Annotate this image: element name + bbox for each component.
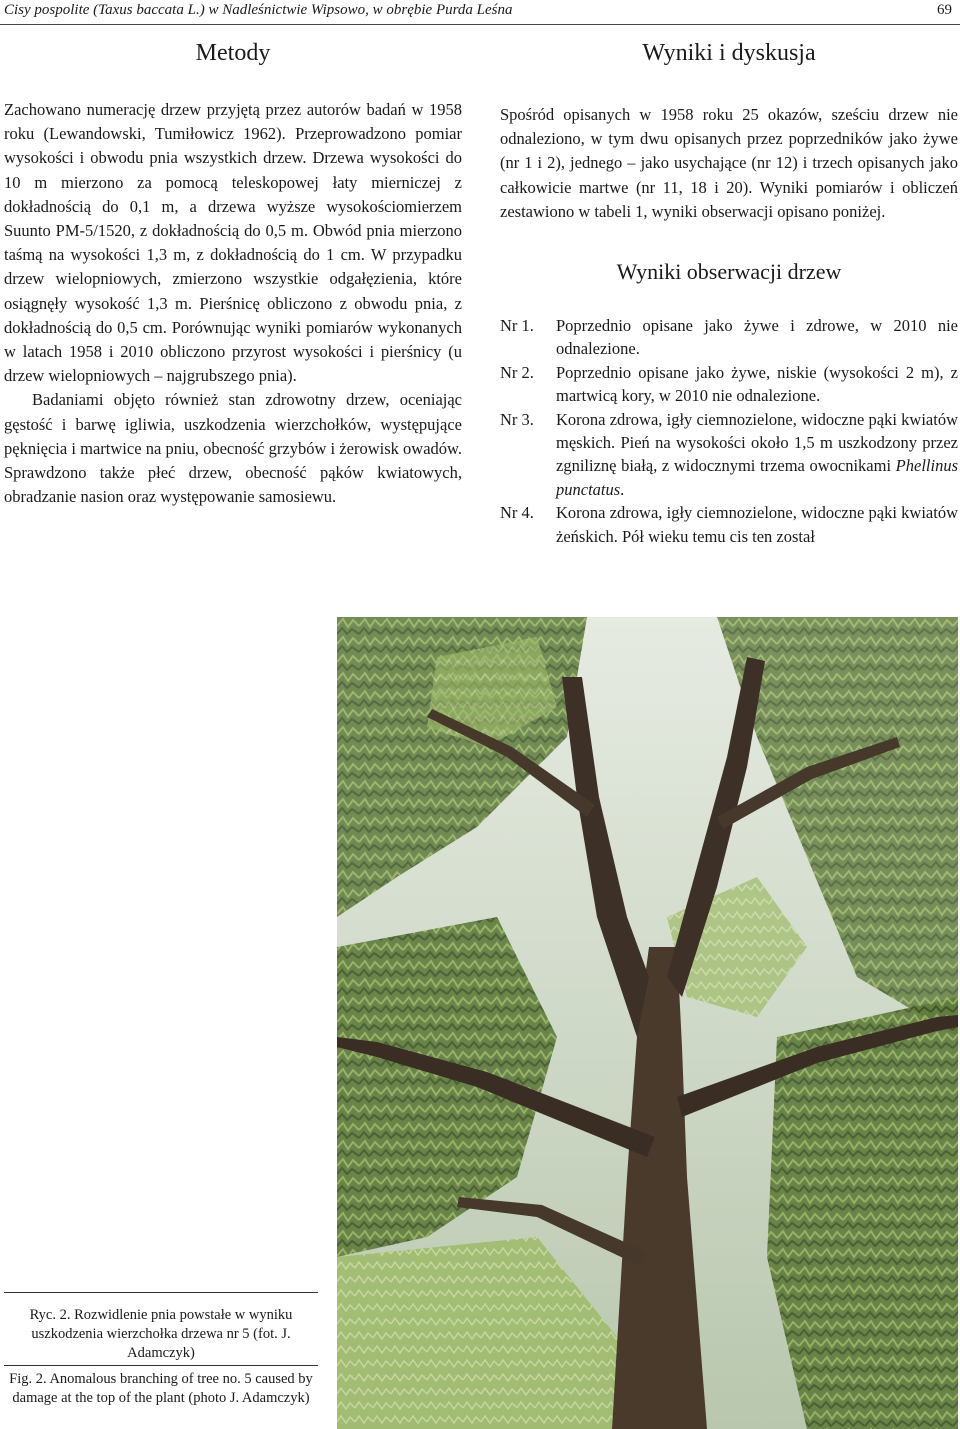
results-column bbox=[500, 38, 958, 548]
figure-caption-english: Fig. 2. Anomalous branching of tree no. 5 caused by damage at the top of the plant (photo J. Adamczyk) bbox=[9, 1371, 313, 1406]
observation-item bbox=[500, 501, 958, 548]
methods-paragraph-2: Badaniami objęto również stan zdrowotny drzew, oceniając gęstość i barwę igliwia, uszkodzenia wierzchołków, występujące pęknięcia i martwice na pniu, obecność grzybów i żerowisk owadów. Sprawdzono także płeć drzew, obecność pąków kwiatowych, obradzanie nasion oraz występowanie samosiewu. bbox=[4, 390, 462, 507]
observation-text: Poprzednio opisane jako żywe i zdrowe, w 2010 nie odnalezione. bbox=[556, 316, 958, 359]
observation-number: Nr 2. bbox=[500, 362, 534, 382]
tree-photo-illustration bbox=[337, 617, 958, 1429]
observation-text-main: Korona zdrowa, igły ciemnozielone, widoczne pąki kwiatów męskich. Pień na wysokości około 1,5 m uszkodzony przez zgniliznę białą, z widocznymi trzema owocnikami bbox=[556, 409, 958, 476]
caption-divider bbox=[4, 1365, 318, 1366]
observations-list bbox=[500, 314, 958, 548]
running-title: Cisy pospolite (Taxus baccata L.) w Nadleśnictwie Wipsowo, w obrębie Purda Leśna bbox=[4, 2, 513, 18]
caption-divider bbox=[4, 1292, 318, 1293]
page-number: 69 bbox=[937, 2, 952, 18]
results-paragraph-1: Spośród opisanych w 1958 roku 25 okazów, sześciu drzew nie odnaleziono, w tym dwu opisanych przez poprzedników jako żywe (nr 1 i 2), jednego – jako usychające (nr 12) i trzech opisanych jako całkowicie martwe (nr 11, 18 i 20). Wyniki pomiarów i obliczeń zestawiono w tabeli 1, wyniki obserwacji opisano poniżej. bbox=[500, 105, 958, 221]
methods-column bbox=[4, 38, 462, 509]
observation-number: Nr 3. bbox=[500, 409, 534, 429]
running-header bbox=[0, 0, 960, 25]
observation-number: Nr 4. bbox=[500, 503, 534, 523]
observation-text-end: . bbox=[620, 479, 625, 499]
observation-text: Poprzednio opisane jako żywe, niskie (wysokości 2 m), z martwicą kory, w 2010 nie odnalezione. bbox=[556, 362, 958, 406]
methods-heading: Metody bbox=[195, 40, 271, 66]
methods-paragraph-1: Zachowano numerację drzew przyjętą przez autorów badań w 1958 roku (Lewandowski, Tumiłowicz 1962). Przeprowadzono pomiar wysokości i obwodu pnia wszystkich drzew. Drzewa wysokości do 10 m mierzono za pomocą teleskopowej łaty mierniczej z dokładnością do 0,1 m, a drzewa wyższe wysokościomierzem Suunto PM-5/1520, z dokładnością do 0,5 m. Obwód pnia mierzono taśmą na wysokości 1,3 m, z dokładnością do 1 cm. W przypadku drzew wielopniowych, zmierzono wszystkie odgałęzienia, które osiągnęły wysokość 1,3 m. Pierśnicę obliczono z obwodu pnia, z dokładnością do 0,5 cm. Porównując wyniki pomiarów wykonanych w latach 1958 i 2010 obliczono przyrost wysokości i pierśnicy (u drzew wielopniowych – najgrubszego pnia). bbox=[4, 100, 462, 386]
tree-photo bbox=[337, 617, 958, 1429]
observation-item bbox=[500, 361, 958, 408]
observation-text bbox=[556, 408, 958, 502]
results-heading: Wyniki i dyskusja bbox=[642, 40, 816, 66]
observation-text: Korona zdrowa, igły ciemnozielone, widoczne pąki kwiatów żeńskich. Pół wieku temu cis ten został bbox=[556, 503, 958, 546]
observation-item bbox=[500, 314, 958, 361]
species-name: Phellinus punctatus bbox=[556, 456, 958, 499]
observation-number: Nr 1. bbox=[500, 316, 534, 336]
figure-caption-polish: Ryc. 2. Rozwidlenie pnia powstałe w wyniku uszkodzenia wierzchołka drzewa nr 5 (fot. J. Adamczyk) bbox=[29, 1307, 293, 1361]
observation-item bbox=[500, 408, 958, 502]
observations-subheading: Wyniki obserwacji drzew bbox=[616, 259, 842, 285]
